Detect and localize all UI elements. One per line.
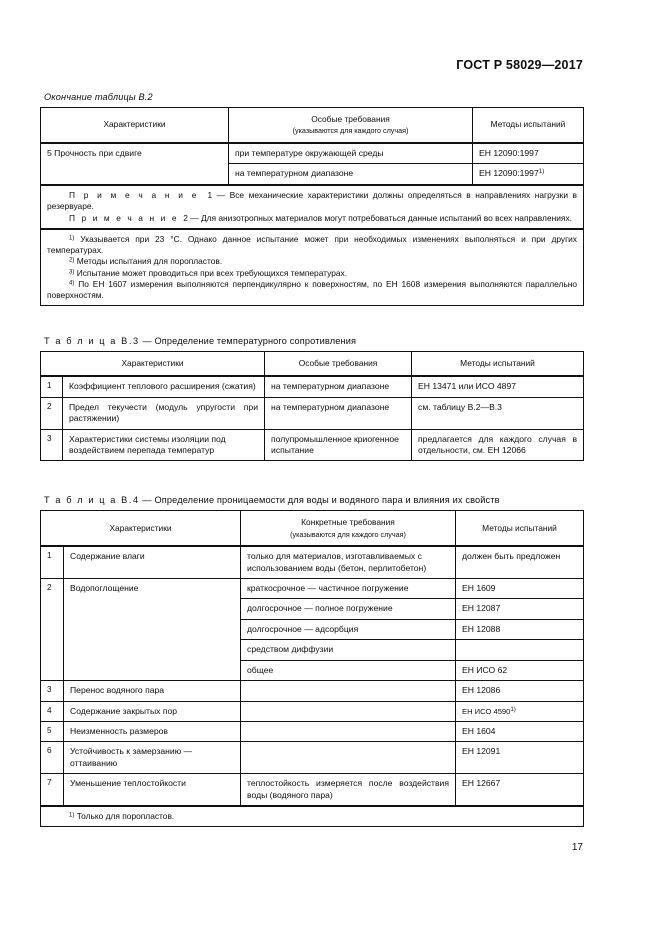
cell-method bbox=[473, 143, 584, 164]
cell-row-number: 2 bbox=[41, 397, 63, 429]
spacer bbox=[40, 306, 583, 336]
footnote-marker: 1) bbox=[538, 168, 545, 176]
note-text: — Все механические характеристики должны определяться в направлениях нагрузки в резервуаре. bbox=[47, 189, 578, 211]
note-label: П р и м е ч а н и е bbox=[69, 212, 179, 223]
cell-characteristic: Устойчивость к замерзанию — оттаиванию bbox=[64, 742, 241, 774]
cell-characteristic: Характеристики системы изоляции под воздействием перепада температур bbox=[63, 429, 265, 461]
cell-requirement: на температурном диапазоне bbox=[265, 397, 412, 429]
cell-requirement: при температуре окружающей среды bbox=[229, 143, 473, 164]
footnote-marker: 1) bbox=[510, 705, 516, 713]
cell-requirement: только для материалов, изготавливаемых с использованием воды (бетон, перлитобетон) bbox=[241, 546, 456, 578]
column-header-title: Характеристики bbox=[121, 358, 184, 369]
cell-requirement: на температурном диапазоне bbox=[229, 164, 473, 185]
column-header-requirements bbox=[265, 352, 412, 377]
column-header-title: Характеристики bbox=[103, 119, 166, 130]
column-header-title: Характеристики bbox=[109, 522, 172, 533]
footnote-marker: 4) bbox=[69, 280, 75, 287]
page-content bbox=[40, 92, 583, 827]
standard-designation-header: ГОСТ Р 58029—2017 bbox=[456, 58, 583, 72]
note-number: 2 bbox=[183, 212, 188, 223]
footnote-marker: 3) bbox=[69, 268, 75, 275]
column-header-methods bbox=[456, 511, 584, 546]
table-row bbox=[41, 579, 584, 599]
column-header-methods bbox=[473, 108, 584, 143]
table-row bbox=[41, 397, 584, 429]
table-footnotes-row bbox=[41, 806, 584, 827]
note-text: — Для анизотропных материалов могут потребоваться данные испытаний во всех направлениях. bbox=[190, 212, 572, 223]
cell-row-number: 2 bbox=[41, 579, 64, 681]
footnote-marker: 1) bbox=[69, 235, 75, 242]
table-b3-caption bbox=[44, 336, 583, 346]
footnote-item bbox=[47, 256, 577, 267]
table-row bbox=[41, 143, 584, 164]
cell-characteristic: Коэффициент теплового расширения (сжатия) bbox=[63, 376, 265, 397]
cell-requirement bbox=[241, 701, 456, 721]
footnotes-block bbox=[41, 229, 584, 306]
column-header-title: Методы испытаний bbox=[460, 358, 535, 369]
note-item bbox=[47, 213, 577, 224]
note-item bbox=[47, 190, 577, 212]
cell-characteristic: Содержание влаги bbox=[64, 546, 241, 578]
table-b2-caption: Окончание таблицы В.2 bbox=[44, 92, 153, 102]
cell-row-number: 3 bbox=[41, 681, 64, 701]
cell-characteristic: Предел текучести (модуль упругости при растяжении) bbox=[63, 397, 265, 429]
footnote-marker: 2) bbox=[69, 257, 75, 264]
column-header-requirements bbox=[229, 108, 473, 143]
table-row bbox=[41, 376, 584, 397]
cell-method: ЕН 1604 bbox=[456, 721, 584, 741]
cell-row-number: 5 bbox=[41, 721, 64, 741]
cell-method: ЕН 1609 bbox=[456, 579, 584, 599]
table-b4 bbox=[40, 510, 584, 827]
column-header-characteristics bbox=[41, 511, 241, 546]
cell-characteristic: Неизменность размеров bbox=[64, 721, 241, 741]
cell-requirement: теплостойкость измеряется после воздействия воды (водяного пара) bbox=[241, 774, 456, 806]
cell-row-number: 6 bbox=[41, 742, 64, 774]
table-b3 bbox=[40, 351, 584, 461]
table-row bbox=[41, 701, 584, 721]
cell-method bbox=[456, 701, 584, 721]
table-row bbox=[41, 429, 584, 461]
cell-characteristic: Перенос водяного пара bbox=[64, 681, 241, 701]
cell-method: ЕН 12091 bbox=[456, 742, 584, 774]
cell-row-number: 1 bbox=[41, 376, 63, 397]
column-header-methods bbox=[412, 352, 584, 377]
cell-method: предлагается для каждого случая в отдельности, см. ЕН 12066 bbox=[412, 429, 584, 461]
table-footnotes-row bbox=[41, 229, 584, 306]
cell-method bbox=[473, 164, 584, 185]
cell-row-number: 4 bbox=[41, 701, 64, 721]
footnote-item bbox=[47, 279, 577, 301]
note-number: 1 bbox=[207, 189, 213, 200]
table-row bbox=[41, 742, 584, 774]
cell-method: ЕН 12667 bbox=[456, 774, 584, 806]
table-row bbox=[41, 721, 584, 741]
table-row bbox=[41, 546, 584, 578]
column-header-title: Методы испытаний bbox=[490, 119, 566, 130]
cell-requirement: на температурном диапазоне bbox=[265, 376, 412, 397]
footnote-text: Только для поропластов. bbox=[76, 811, 175, 822]
cell-row-number: 3 bbox=[41, 429, 63, 461]
cell-characteristic: Водопоглощение bbox=[64, 579, 241, 681]
footnote-item bbox=[47, 268, 577, 279]
table-b4-header-row bbox=[41, 511, 584, 546]
cell-method: ЕН 12088 bbox=[456, 619, 584, 639]
column-header-title: Конкретные требования bbox=[301, 517, 395, 528]
cell-requirement: общее bbox=[241, 660, 456, 680]
footnote-text: Указывается при 23 °С. Однако данное испытание может при необходимых изменениях выполняться и при других температурах. bbox=[47, 234, 577, 256]
table-b3-caption-text: — Определение температурного сопротивления bbox=[142, 336, 357, 347]
table-b3-caption-label: Т а б л и ц а В.3 bbox=[44, 336, 140, 347]
method-text: ЕН 12090:1997 bbox=[479, 147, 539, 158]
cell-method: ЕН 12087 bbox=[456, 599, 584, 619]
column-header-subtitle: (указываются для каждого случая) bbox=[292, 126, 409, 136]
method-text: ЕН 12090:1997 bbox=[479, 168, 539, 179]
note-label: П р и м е ч а н и е bbox=[69, 189, 199, 200]
column-header-characteristics bbox=[41, 108, 229, 143]
table-row bbox=[41, 774, 584, 806]
cell-method: ЕН 12086 bbox=[456, 681, 584, 701]
cell-method: см. таблицу В.2—В.3 bbox=[412, 397, 584, 429]
footnote-item bbox=[47, 234, 577, 256]
method-text: ЕН ИСО 4590 bbox=[462, 706, 511, 716]
table-b4-caption bbox=[44, 495, 583, 505]
cell-requirement bbox=[241, 681, 456, 701]
footnote-marker: 1) bbox=[69, 812, 75, 819]
cell-method bbox=[456, 640, 584, 660]
column-header-subtitle: (указываются для каждого случая) bbox=[290, 529, 406, 539]
column-header-title: Особые требования bbox=[311, 114, 390, 124]
column-header-title: Методы испытаний bbox=[482, 522, 557, 533]
table-row bbox=[41, 681, 584, 701]
column-header-title: Особые требования bbox=[298, 358, 378, 369]
cell-requirement bbox=[241, 742, 456, 774]
footnote-text: Испытание может проводиться при всех требующихся температурах. bbox=[76, 267, 348, 278]
cell-method: ЕН 13471 или ИСО 4897 bbox=[412, 376, 584, 397]
table-notes-row bbox=[41, 185, 584, 230]
notes-block bbox=[41, 185, 584, 230]
column-header-characteristics bbox=[41, 352, 265, 377]
cell-requirement: полупромышленное криогенное испытание bbox=[265, 429, 412, 461]
cell-requirement: краткосрочное — частичное погружение bbox=[241, 579, 456, 599]
cell-requirement: средством диффузии bbox=[241, 640, 456, 660]
footnotes-block bbox=[41, 806, 584, 827]
cell-characteristic: Содержание закрытых пор bbox=[64, 701, 241, 721]
cell-characteristic: 5 Прочность при сдвиге bbox=[41, 143, 229, 185]
footnote-item bbox=[47, 811, 577, 822]
table-b4-caption-text: — Определение проницаемости для воды и водяного пара и влияния их свойств bbox=[142, 495, 500, 506]
cell-row-number: 7 bbox=[41, 774, 64, 806]
cell-method: ЕН ИСО 62 bbox=[456, 660, 584, 680]
footnote-text: По ЕН 1607 измерения выполняются перпендикулярно к поверхностям, по ЕН 1608 измерения выполняются параллельно поверхностям. bbox=[47, 278, 577, 300]
cell-requirement bbox=[241, 721, 456, 741]
cell-row-number: 1 bbox=[41, 546, 64, 578]
table-b2 bbox=[40, 107, 584, 306]
footnote-text: Методы испытания для поропластов. bbox=[76, 256, 223, 267]
cell-method: должен быть предложен bbox=[456, 546, 584, 578]
cell-characteristic: Уменьшение теплостойкости bbox=[64, 774, 241, 806]
column-header-requirements bbox=[241, 511, 456, 546]
cell-requirement: долгосрочное — полное погружение bbox=[241, 599, 456, 619]
table-b2-header-row bbox=[41, 108, 584, 143]
spacer bbox=[40, 461, 583, 495]
cell-requirement: долгосрочное — адсорбция bbox=[241, 619, 456, 639]
page-number: 17 bbox=[571, 842, 583, 853]
table-b3-header-row bbox=[41, 352, 584, 377]
table-b4-caption-label: Т а б л и ц а В.4 bbox=[44, 495, 140, 506]
